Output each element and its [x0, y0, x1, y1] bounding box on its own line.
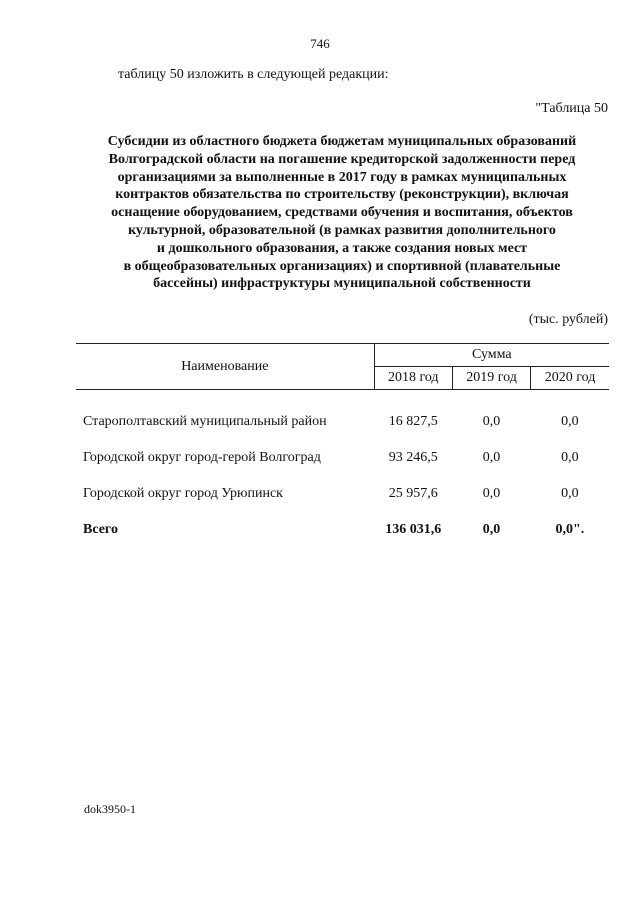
header-sum: Сумма — [374, 344, 609, 367]
row-value-2020: 0,0 — [561, 414, 579, 429]
heading-line: Волгоградской области на погашение кредиторской задолженности перед — [108, 151, 576, 167]
total-label: Всего — [83, 522, 118, 537]
row-value-2020: 0,0 — [561, 486, 579, 501]
page-number: 746 — [310, 36, 330, 51]
total-value-2020: 0,0". — [555, 522, 585, 537]
table-row — [76, 404, 609, 440]
header-year-2020: 2020 год — [531, 367, 609, 390]
total-value-2018: 136 031,6 — [385, 522, 442, 537]
document-heading — [74, 133, 610, 293]
table-row — [76, 440, 609, 476]
row-value-2020: 0,0 — [561, 450, 579, 465]
header-year-2018: 2018 год — [374, 367, 452, 390]
row-value-2018: 16 827,5 — [388, 414, 438, 429]
row-name: Старополтавский муниципальный район — [83, 414, 327, 429]
table-caption: "Таблица 50 — [535, 101, 608, 116]
subsidy-table-container — [76, 343, 609, 548]
heading-line: бассейны) инфраструктуры муниципальной собственности — [153, 276, 531, 292]
heading-line: организациями за выполненные в 2017 году в рамках муниципальных — [117, 169, 567, 185]
heading-line: и дошкольного образования, а также создания новых мест — [156, 240, 528, 256]
document-code: dok3950-1 — [84, 802, 136, 816]
table-row — [76, 476, 609, 512]
row-value-2019: 0,0 — [482, 414, 501, 429]
heading-line: в общеобразовательных организациях) и спортивной (плавательные — [123, 258, 561, 274]
header-name: Наименование — [76, 344, 374, 390]
intro-text: таблицу 50 изложить в следующей редакции: — [118, 67, 389, 82]
table-spacer — [76, 390, 609, 405]
row-value-2019: 0,0 — [482, 486, 501, 501]
heading-line: культурной, образовательной (в рамках развития дополнительного — [128, 222, 556, 238]
table-total-row — [76, 512, 609, 548]
row-name: Городской округ город Урюпинск — [83, 486, 283, 501]
heading-line: контрактов обязательства по строительству (реконструкции), включая — [115, 187, 569, 203]
total-value-2019: 0,0 — [482, 522, 501, 537]
units-label: (тыс. рублей) — [528, 312, 608, 327]
header-year-2019: 2019 год — [452, 367, 530, 390]
row-value-2018: 93 246,5 — [388, 450, 438, 465]
subsidy-table — [76, 343, 609, 548]
heading-line: оснащение оборудованием, средствами обучения и воспитания, объектов — [111, 205, 573, 221]
row-name: Городской округ город-герой Волгоград — [83, 450, 321, 465]
heading-line: Субсидии из областного бюджета бюджетам муниципальных образований — [107, 134, 577, 149]
row-value-2019: 0,0 — [482, 450, 501, 465]
row-value-2018: 25 957,6 — [388, 486, 438, 501]
